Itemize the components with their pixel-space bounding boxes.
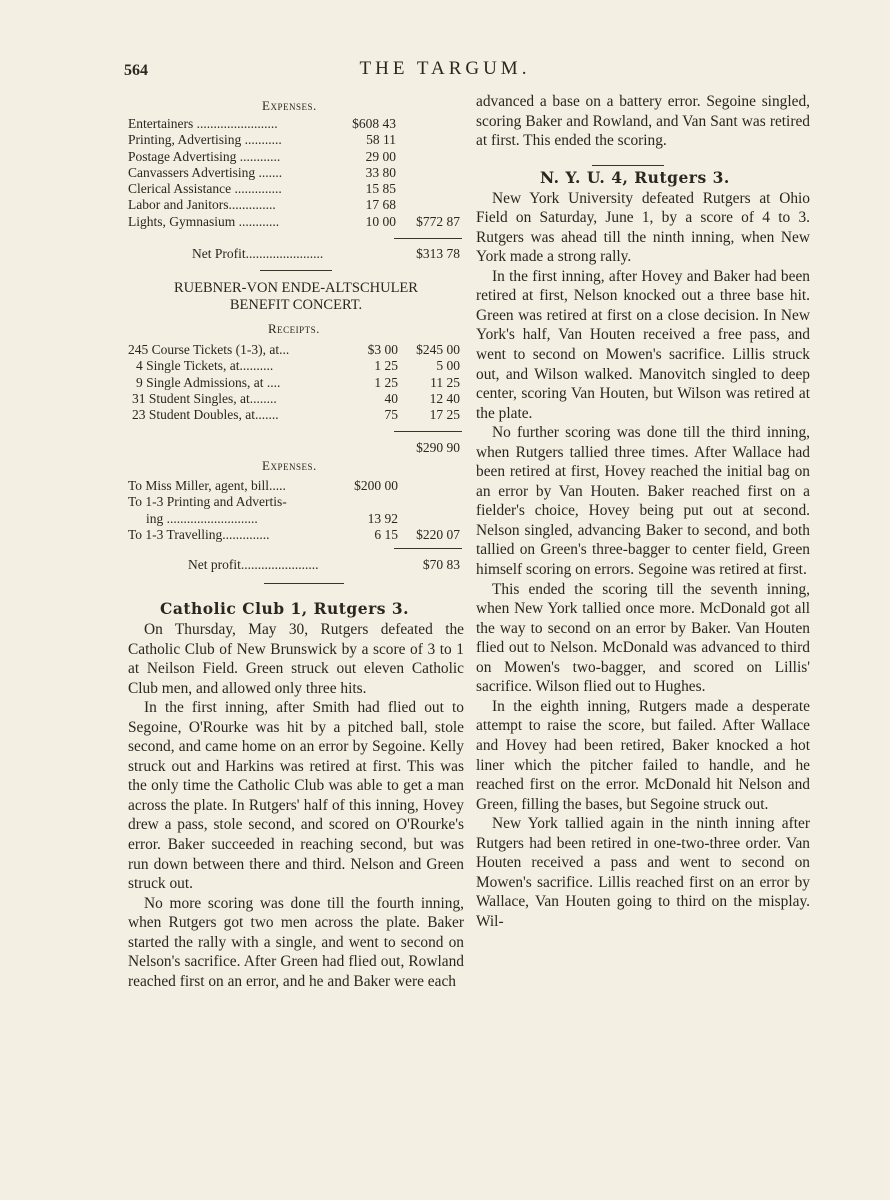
sum-rule bbox=[394, 548, 462, 549]
concert-title bbox=[128, 280, 464, 313]
receipt-row bbox=[128, 391, 464, 407]
article-paragraph: In the first inning, after Hovey and Baker had been retired at first, Nelson knocked out a three base hit. Green was retired at first on a close decision. In New York's half, Van Houten received a free pass, and went to second on Mowen's sacrifice. Lillis struck out, and Wilson walked. Manovitch singled to deep center, scoring Van Houten, but Wilson was retired at the plate. bbox=[476, 267, 810, 422]
receipt-total: 11 25 bbox=[430, 374, 460, 390]
expense-total: $772 87 bbox=[416, 213, 460, 229]
expenses-heading: Expenses. bbox=[262, 98, 317, 113]
receipt-label: 31 Student Singles, at........ bbox=[132, 390, 277, 406]
concert-expense-label: To 1-3 Travelling.............. bbox=[128, 526, 270, 542]
receipt-total: $245 00 bbox=[416, 342, 460, 357]
concert-net-value: $70 83 bbox=[422, 557, 460, 572]
concert-expense-total: $220 07 bbox=[416, 526, 460, 542]
receipt-row bbox=[128, 375, 464, 391]
article-paragraph: In the first inning, after Smith had flied out to Segoine, O'Rourke was hit by a pitched ball, stole second, and came home on an error by Segoine. Kelly struck out and Harkins was retired at first. This was the only time the Catholic Club was able to get a man across the plate. In Rutgers' half of this inning, Hovey drew a pass, stole second, and scored on O'Rourke's error. Baker succeeded in reaching second, but was run down between there and third. Nelson and Green struck out. bbox=[128, 699, 464, 893]
receipts-table bbox=[128, 342, 464, 423]
expenses-table bbox=[128, 116, 464, 230]
concert-expense-row bbox=[128, 478, 464, 494]
running-title: THE TARGUM. bbox=[359, 58, 531, 79]
expense-row bbox=[128, 181, 464, 197]
expense-row bbox=[128, 197, 464, 213]
concert-expense-amount: $200 00 bbox=[354, 478, 398, 493]
section-rule bbox=[260, 270, 332, 271]
receipts-total-row bbox=[128, 440, 464, 456]
expense-label: Entertainers ........................ bbox=[128, 116, 278, 131]
receipt-total: 17 25 bbox=[429, 407, 460, 423]
receipt-price: 1 25 bbox=[374, 374, 398, 390]
net-profit-value: $313 78 bbox=[416, 246, 460, 261]
receipts-total: $290 90 bbox=[416, 440, 460, 455]
receipt-price: 75 bbox=[384, 407, 398, 423]
expense-amount: 17 68 bbox=[365, 197, 396, 213]
net-profit-row bbox=[128, 246, 464, 262]
expense-amount: 33 80 bbox=[365, 164, 396, 180]
expense-amount: 58 11 bbox=[366, 132, 396, 148]
receipt-row bbox=[128, 342, 464, 358]
section-rule bbox=[592, 165, 664, 166]
expense-amount: $608 43 bbox=[352, 116, 396, 131]
expense-label: Clerical Assistance .............. bbox=[128, 181, 282, 197]
article-paragraph: In the eighth inning, Rutgers made a desperate attempt to raise the score, but failed. After Wallace and Hovey had been retired, Baker knocked a hot liner which the pitcher failed to handle, and he reached first on the error. McDonald hit Nelson and Green, filling the bases, but Segoine struck out. bbox=[476, 697, 810, 813]
expense-amount: 10 00 bbox=[365, 213, 396, 229]
concert-net-label: Net profit....................... bbox=[188, 557, 319, 572]
expense-row bbox=[128, 116, 464, 132]
expense-label: Canvassers Advertising ....... bbox=[128, 164, 283, 180]
article-continuation: advanced a base on a battery error. Segoine singled, scoring Baker and Rowland, and Van Sant was retired at first. This ended the scoring. bbox=[476, 93, 810, 150]
article-paragraph: No more scoring was done till the fourth inning, when Rutgers got two men across the plate. Baker started the rally with a single, and went to second on Nelson's sacrifice. After Green had flied out, Rowland reached first on an error, and he and Baker were each bbox=[128, 894, 464, 990]
nyu-article bbox=[476, 189, 810, 932]
expense-label: Postage Advertising ............ bbox=[128, 148, 281, 164]
concert-expenses-heading: Expenses. bbox=[262, 458, 317, 473]
expense-label: Labor and Janitors.............. bbox=[128, 197, 276, 213]
receipt-label: 9 Single Admissions, at .... bbox=[136, 374, 281, 390]
right-column bbox=[476, 92, 810, 931]
receipt-row bbox=[128, 407, 464, 423]
concert-expense-amount: 6 15 bbox=[374, 526, 398, 542]
concert-title-line: RUEBNER-VON ENDE-ALTSCHULER bbox=[174, 280, 418, 296]
concert-expense-label: ing ........................... bbox=[146, 510, 258, 526]
receipt-price: 40 bbox=[384, 390, 398, 406]
catholic-article bbox=[128, 620, 464, 991]
expense-amount: 29 00 bbox=[365, 148, 396, 164]
sum-rule bbox=[394, 238, 462, 239]
receipt-row bbox=[128, 358, 464, 374]
receipt-total: 12 40 bbox=[429, 390, 460, 406]
concert-expenses-table bbox=[128, 478, 464, 543]
article-paragraph: New York tallied again in the ninth inning after Rutgers had been retired in one-two-three order. Van Houten received a pass and went to second on Mowen's sacrifice. Lillis reached first on an error by Wallace, Van Houten going to third on the misplay. Wil- bbox=[476, 815, 810, 930]
expense-row bbox=[128, 214, 464, 230]
net-profit-label: Net Profit....................... bbox=[192, 246, 324, 261]
article-paragraph: On Thursday, May 30, Rutgers defeated the Catholic Club of New Brunswick by a score of 3 to 1 at Neilson Field. Green struck out eleven Catholic Club men, and allowed only three hits. bbox=[128, 621, 464, 697]
receipt-price: $3 00 bbox=[367, 342, 398, 357]
expense-row bbox=[128, 132, 464, 148]
expense-row bbox=[128, 165, 464, 181]
page-number: 564 bbox=[124, 62, 148, 79]
concert-expense-label: To Miss Miller, agent, bill..... bbox=[128, 478, 286, 493]
concert-expense-row bbox=[128, 511, 464, 527]
page-header bbox=[0, 58, 890, 84]
expense-label: Printing, Advertising ........... bbox=[128, 132, 282, 148]
sum-rule bbox=[394, 431, 462, 432]
expense-amount: 15 85 bbox=[365, 181, 396, 197]
article-paragraph: New York University defeated Rutgers at Ohio Field on Saturday, June 1, by a score of 4 to 3. Rutgers was ahead till the ninth inning, when New York made a strong rally. bbox=[476, 189, 810, 266]
catholic-heading: Catholic Club 1, Rutgers 3. bbox=[160, 599, 410, 618]
concert-expense-row bbox=[128, 494, 464, 510]
section-rule bbox=[264, 583, 344, 584]
concert-expense-amount: 13 92 bbox=[367, 510, 398, 526]
nyu-heading: N. Y. U. 4, Rutgers 3. bbox=[540, 167, 730, 187]
article-paragraph: No further scoring was done till the third inning, when Rutgers tallied three times. After Wallace had been retired at first, Hovey reached the initial bag on an error by Van Houten. Baker reached first on a fielder's choice, Hovey being put out at second. Nelson singled, advancing Baker to second, and both tallied on Green's three-bagger to center field, Green himself scoring on errors. Segoine was retired at first. bbox=[476, 424, 810, 579]
receipt-price: 1 25 bbox=[374, 358, 398, 374]
receipt-label: 245 Course Tickets (1-3), at... bbox=[128, 342, 290, 357]
receipt-total: 5 00 bbox=[436, 358, 460, 374]
article-paragraph: This ended the scoring till the seventh inning, when New York tallied once more. McDonald got all the way to second on an error by Baker. Van Houten flied out to Nelson. McDonald was advanced to third on Mowen's two-bagger, and scored on Lillis' sacrifice. Wilson flied out to Hughes. bbox=[476, 580, 810, 696]
concert-net-row bbox=[128, 557, 464, 573]
expense-label: Lights, Gymnasium ............ bbox=[128, 213, 280, 229]
concert-expense-label: To 1-3 Printing and Advertis- bbox=[128, 494, 287, 510]
concert-expense-row bbox=[128, 527, 464, 543]
receipt-label: 4 Single Tickets, at.......... bbox=[136, 358, 274, 374]
concert-title-line: BENEFIT CONCERT. bbox=[229, 296, 363, 313]
expense-row bbox=[128, 149, 464, 165]
receipt-label: 23 Student Doubles, at....... bbox=[132, 407, 279, 423]
receipts-heading: Receipts. bbox=[268, 321, 320, 336]
